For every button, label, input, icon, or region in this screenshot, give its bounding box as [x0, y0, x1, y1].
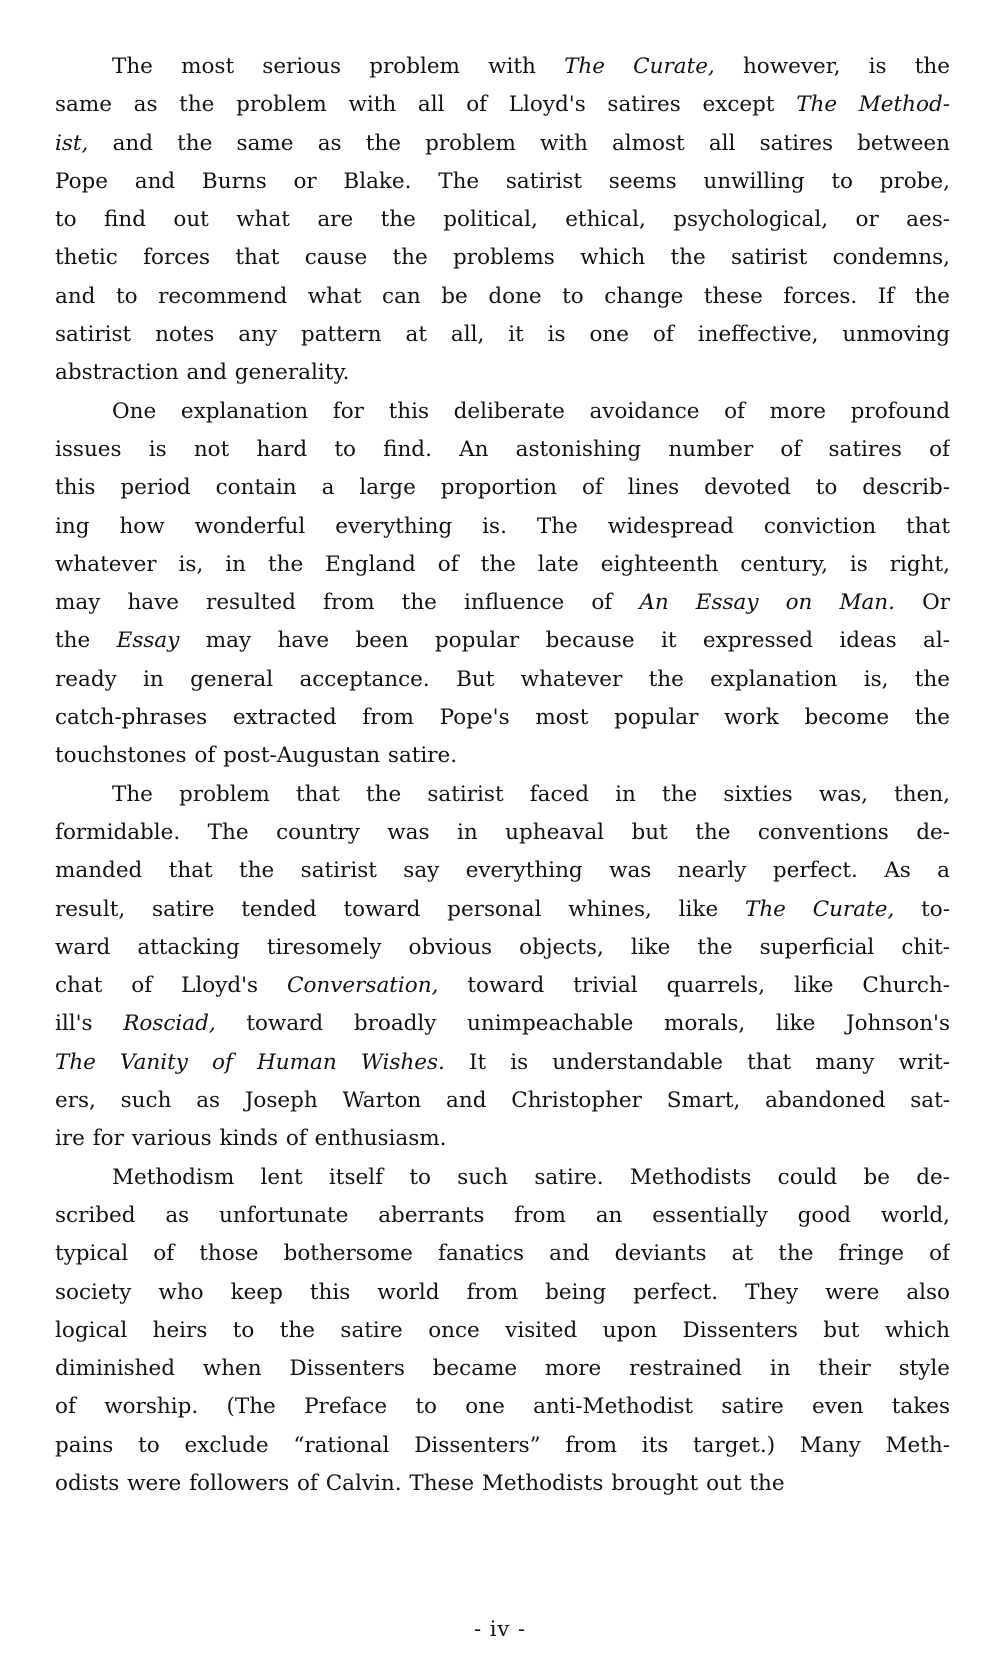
- line-text: abstraction and generality.: [55, 360, 350, 386]
- text-line: [55, 431, 950, 469]
- text-line: [55, 1274, 950, 1312]
- text-line: [55, 201, 950, 239]
- text-line: [55, 469, 950, 507]
- line-text: Methodism lent itself to such satire. Methodists could be de-: [112, 1164, 950, 1190]
- text-line: [55, 86, 950, 124]
- line-text: however, is the: [714, 54, 950, 79]
- line-text: to-: [894, 896, 950, 922]
- line-text: issues is not hard to find. An astonishing number of satires of: [55, 436, 950, 462]
- line-text: touchstones of post-Augustan satire.: [55, 743, 458, 769]
- line-text: ers, such as Joseph Warton and Christopher Smart, abandoned sat-: [55, 1088, 950, 1114]
- text-line: [55, 1082, 950, 1120]
- text-line: [55, 699, 950, 737]
- text-line: [55, 1350, 950, 1388]
- line-text: diminished when Dissenters became more restrained in their style: [55, 1356, 950, 1382]
- line-text: The problem that the satirist faced in the sixties was, then,: [112, 781, 950, 807]
- line-text: result, satire tended toward personal whines, like: [55, 896, 745, 922]
- line-text: scribed as unfortunate aberrants from an essentially good world,: [55, 1202, 950, 1228]
- line-text: logical heirs to the satire once visited upon Dissenters but which: [55, 1317, 950, 1343]
- line-text: ing how wonderful everything is. The widespread conviction that: [55, 513, 950, 539]
- line-text: One explanation for this deliberate avoidance of more profound: [112, 398, 950, 424]
- text-line: [55, 1044, 950, 1082]
- italic-title-text: Essay: [116, 628, 180, 654]
- line-text: ready in general acceptance. But whatever the explanation is, the: [55, 666, 950, 692]
- text-line: [55, 546, 950, 584]
- text-line: [55, 278, 950, 316]
- text-line: [55, 929, 950, 967]
- italic-title-text: The Method-: [796, 92, 950, 118]
- line-text: this period contain a large proportion of lines devoted to describ-: [55, 475, 950, 501]
- text-line: [55, 1235, 950, 1273]
- line-text: whatever is, in the England of the late eighteenth century, is right,: [55, 551, 950, 577]
- line-text: thetic forces that cause the problems which the satirist condemns,: [55, 245, 950, 271]
- text-line: [55, 814, 950, 852]
- italic-title-text: The Curate,: [564, 54, 715, 79]
- line-text: same as the problem with all of Lloyd's satires except: [55, 92, 797, 118]
- text-line: [55, 508, 950, 546]
- text-line: [55, 737, 950, 775]
- line-text: It is understandable that many writ-: [444, 1049, 950, 1075]
- line-text: typical of those bothersome fanatics and deviants at the fringe of: [55, 1241, 950, 1267]
- paragraph: [55, 1159, 950, 1504]
- line-text: manded that the satirist say everything was nearly perfect. As a: [55, 858, 950, 884]
- text-line: [55, 1312, 950, 1350]
- text-line: [55, 393, 950, 431]
- line-text: catch-phrases extracted from Pope's most popular work become the: [55, 705, 950, 731]
- text-line: [55, 48, 950, 86]
- line-text: pains to exclude “rational Dissenters” from its target.) Many Meth-: [55, 1432, 950, 1458]
- paragraph: [55, 776, 950, 1159]
- line-text: and to recommend what can be done to change these forces. If the: [55, 283, 950, 309]
- line-text: to find out what are the political, ethical, psychological, or aes-: [55, 207, 950, 233]
- line-text: the: [55, 628, 117, 654]
- text-line: [55, 776, 950, 814]
- line-text: Pope and Burns or Blake. The satirist seems unwilling to probe,: [55, 168, 950, 194]
- text-line: [55, 1005, 950, 1043]
- text-line: [55, 316, 950, 354]
- line-text: chat of Lloyd's: [55, 973, 288, 999]
- text-line: [55, 163, 950, 201]
- line-text: Or: [894, 590, 950, 616]
- line-text: may have been popular because it expressed ideas al-: [179, 628, 950, 654]
- text-line: [55, 125, 950, 163]
- line-text: toward broadly unimpeachable morals, like Johnson's: [215, 1011, 950, 1037]
- body-text: [55, 48, 950, 1503]
- text-line: [55, 239, 950, 277]
- text-line: [55, 622, 950, 660]
- text-line: [55, 1120, 950, 1158]
- line-text: society who keep this world from being perfect. They were also: [55, 1279, 950, 1305]
- text-line: [55, 852, 950, 890]
- text-line: [55, 1427, 950, 1465]
- line-text: may have resulted from the influence of: [55, 590, 640, 616]
- page-number: - iv -: [473, 1617, 527, 1641]
- italic-title-text: An Essay on Man.: [639, 590, 895, 616]
- paragraph: [55, 393, 950, 776]
- text-line: [55, 1465, 950, 1503]
- text-line: [55, 1388, 950, 1426]
- line-text: odists were followers of Calvin. These Methodists brought out the: [55, 1470, 785, 1496]
- line-text: satirist notes any pattern at all, it is one of ineffective, unmoving: [55, 322, 950, 348]
- line-text: and the same as the problem with almost all satires between: [88, 130, 950, 156]
- italic-title-text: The Vanity of Human Wishes.: [55, 1049, 445, 1075]
- italic-title-text: ist,: [55, 130, 89, 156]
- line-text: formidable. The country was in upheaval but the conventions de-: [55, 819, 950, 845]
- line-text: toward trivial quarrels, like Church-: [438, 973, 950, 999]
- text-line: [55, 354, 950, 392]
- paragraph: [55, 48, 950, 393]
- text-line: [55, 967, 950, 1005]
- text-line: [55, 1197, 950, 1235]
- italic-title-text: The Curate,: [745, 896, 895, 922]
- text-line: [55, 661, 950, 699]
- line-text: of worship. (The Preface to one anti-Methodist satire even takes: [55, 1394, 950, 1420]
- text-line: [55, 584, 950, 622]
- italic-title-text: Conversation,: [287, 973, 439, 999]
- line-text: ward attacking tiresomely obvious objects, like the superficial chit-: [55, 934, 950, 960]
- line-text: ill's: [55, 1011, 124, 1037]
- line-text: The most serious problem with: [112, 54, 565, 79]
- italic-title-text: Rosciad,: [123, 1011, 216, 1037]
- text-line: [55, 891, 950, 929]
- text-line: [55, 1159, 950, 1197]
- line-text: ire for various kinds of enthusiasm.: [55, 1126, 447, 1152]
